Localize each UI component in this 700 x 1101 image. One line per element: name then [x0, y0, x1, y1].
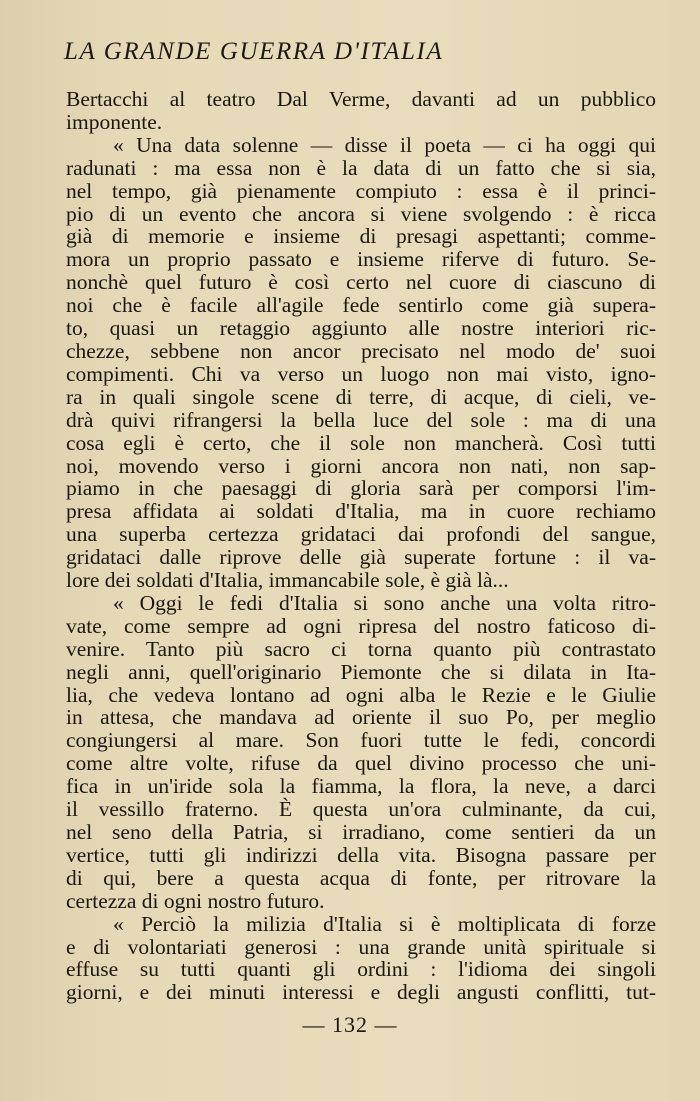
text-line: il vessillo fraterno. È questa un'ora culminante, da cui, [66, 797, 656, 822]
text-line: fica in un'iride sola la fiamma, la flora, la neve, a darci [66, 774, 656, 799]
text-line: venire. Tanto più sacro ci torna quanto più contrastato [66, 636, 656, 661]
text-line: noi, movendo verso i giorni ancora non nati, non sap- [66, 453, 656, 478]
text-line: piamo in che paesaggi di gloria sarà per comporsi l'im- [66, 476, 656, 501]
text-line: negli anni, quell'originario Piemonte che si dilata in Ita- [66, 659, 656, 684]
text-line: to, quasi un retaggio aggiunto alle nostre interiori ric- [66, 316, 656, 341]
text-line: lore dei soldati d'Italia, immancabile sole, è già là... [66, 568, 509, 593]
text-line: come altre volte, rifuse da quel divino processo che uni- [66, 751, 656, 776]
text-line: vertice, tutti gli indirizzi della vita. Bisogna passare per [66, 842, 656, 867]
text-line: nonchè quel futuro è così certo nel cuore di ciascuno di [66, 270, 656, 295]
text-line: e di volontariati generosi : una grande unità spirituale si [66, 934, 656, 959]
text-line: gridataci dalle riprove delle già superate fortune : il va- [66, 545, 656, 570]
text-line: « Una data solenne — disse il poeta — ci ha oggi qui [113, 132, 656, 157]
text-line: in attesa, che mandava ad oriente il suo Po, per meglio [66, 705, 656, 730]
text-line: nel tempo, già pienamente compiuto : essa è il princi- [66, 178, 656, 203]
text-line: « Perciò la milizia d'Italia si è moltiplicata di forze [113, 911, 656, 936]
text-line: ra in quali singole scene di terre, di acque, di cieli, ve- [66, 384, 656, 409]
text-line: effuse su tutti quanti gli ordini : l'idioma dei singoli [66, 957, 656, 982]
text-line: una superba certezza gridataci dai profondi del sangue, [66, 522, 656, 547]
text-line: giorni, e dei minuti interessi e degli angusti conflitti, tut- [66, 980, 656, 1005]
text-line: mora un proprio passato e insieme riferve di futuro. Se- [66, 247, 656, 272]
text-line: radunati : ma essa non è la data di un fatto che si sia, [66, 155, 656, 180]
text-line: presa affidata ai soldati d'Italia, ma in cuore rechiamo [66, 499, 656, 524]
text-line: cosa egli è certo, che il sole non mancherà. Così tutti [66, 430, 656, 455]
text-line: « Oggi le fedi d'Italia si sono anche una volta ritro- [113, 590, 656, 615]
text-line: chezze, sebbene non ancor precisato nel modo de' suoi [66, 338, 656, 363]
text-line: lia, che vedeva lontano ad ogni alba le Rezie e le Giulie [66, 682, 656, 707]
running-title: LA GRANDE GUERRA D'ITALIA [64, 38, 444, 65]
text-line: imponente. [66, 109, 163, 134]
text-line: compimenti. Chi va verso un luogo non mai visto, igno- [66, 361, 656, 386]
text-line: noi che è facile all'agile fede sentirlo come già supera- [66, 293, 656, 318]
text-line: pio di un evento che ancora si viene svolgendo : è ricca [66, 201, 656, 226]
text-line: congiungersi al mare. Son fuori tutte le fedi, concordi [66, 728, 656, 753]
page-number: — 132 — [302, 1012, 398, 1037]
text-line: certezza di ogni nostro futuro. [66, 888, 325, 913]
text-line: nel seno della Patria, si irradiano, come sentieri da un [66, 820, 656, 844]
text-line: già di memorie e insieme di presagi aspettanti; comme- [66, 224, 656, 249]
body-text [66, 88, 656, 1004]
text-line: Bertacchi al teatro Dal Verme, davanti ad un pubblico [66, 87, 656, 111]
text-line: drà quivi rifrangersi la bella luce del sole : ma di una [66, 407, 656, 432]
text-line: di qui, bere a questa acqua di fonte, per ritrovare la [66, 865, 656, 890]
text-line: vate, come sempre ad ogni ripresa del nostro faticoso di- [66, 613, 656, 638]
